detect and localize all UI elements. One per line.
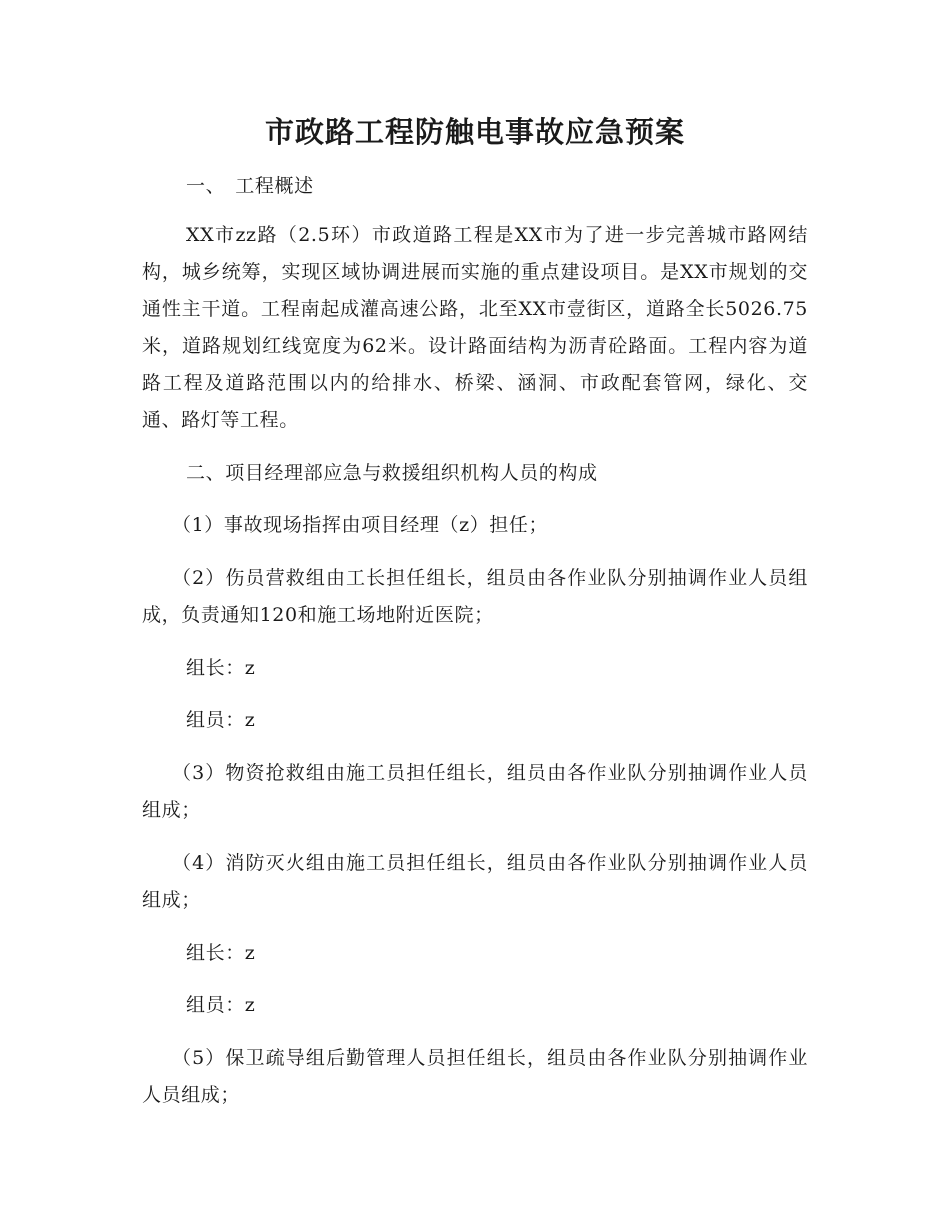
- list-item-security-group: （5）保卫疏导组后勤管理人员担任组长，组员由各作业队分别抽调作业人员组成；: [142, 1047, 808, 1106]
- leader-line: 组长：z: [186, 942, 256, 964]
- list-item-firefighting-group: （4）消防灭火组由施工员担任组长，组员由各作业队分别抽调作业人员组成；: [142, 852, 808, 911]
- member-line: 组员：z: [186, 709, 256, 731]
- paragraph-project-overview: XX市zz路（2.5环）市政道路工程是XX市为了进一步完善城市路网结构，城乡统筹，实现区域协调进展而实施的重点建设项目。是XX市规划的交通性主干道。工程南起成灌高速公路，北至XX市壹街区，道路全长5026.75米，道路规划红线宽度为62米。设计路面结构为沥青砼路面。工程内容为道路工程及道路范围以内的给排水、桥梁、涵洞、市政配套管网，绿化、交通、路灯等工程。: [142, 224, 808, 431]
- list-item-materials-group: （3）物资抢救组由施工员担任组长，组员由各作业队分别抽调作业人员组成；: [142, 762, 808, 821]
- list-item-site-command: （1）事故现场指挥由项目经理（z）担任；: [172, 514, 549, 536]
- section-heading-overview: 一、 工程概述: [186, 175, 314, 197]
- list-item-rescue-group: （2）伤员营救组由工长担任组长，组员由各作业队分别抽调作业人员组成，负责通知120和施工场地附近医院；: [142, 567, 808, 626]
- leader-line: 组长：z: [186, 657, 256, 679]
- member-line: 组员：z: [186, 994, 256, 1016]
- document-title: 市政路工程防触电事故应急预案: [264, 115, 685, 149]
- section-heading-organization: 二、项目经理部应急与救援组织机构人员的构成: [186, 462, 598, 484]
